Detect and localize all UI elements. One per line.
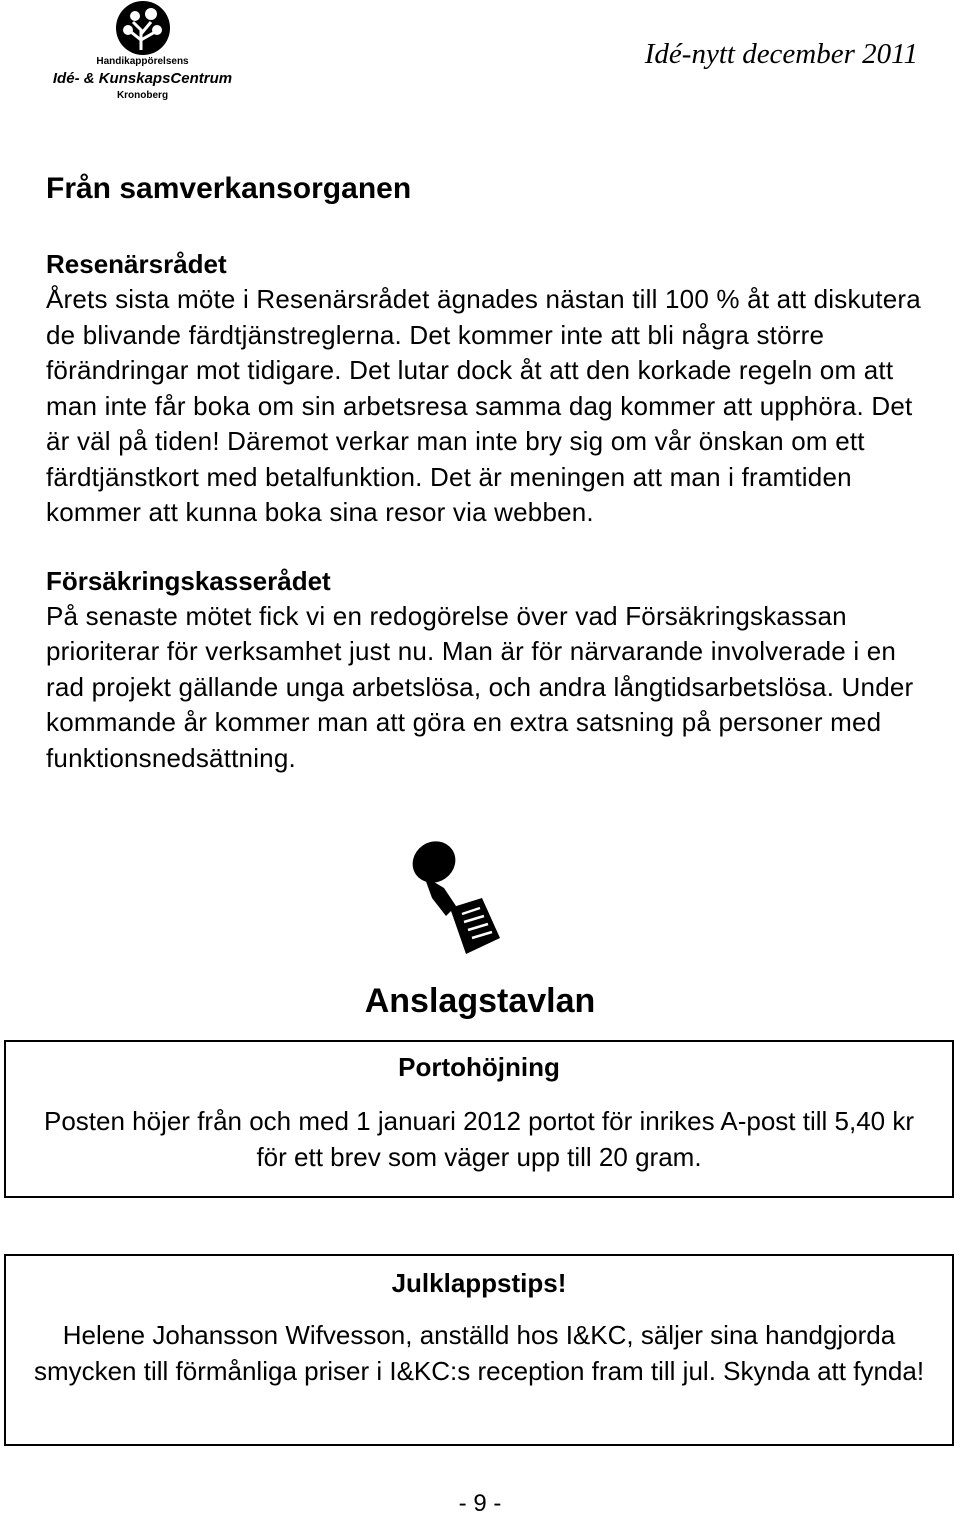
noticeboard-title: Anslagstavlan <box>364 982 596 1020</box>
logo-line-3: Kronoberg <box>116 90 169 101</box>
organization-logo <box>40 0 245 106</box>
logo-line-1: Handikappörelsens <box>96 56 189 67</box>
section-title: Från samverkansorganen <box>46 172 412 205</box>
notice-title: Julklappstips! <box>391 1268 567 1298</box>
issue-title: Idé-nytt december 2011 <box>644 38 918 70</box>
logo-line-2: Idé- & KunskapsCentrum <box>52 70 233 87</box>
article-heading-forsakringskasseradet: Försäkringskasserådet <box>46 565 331 596</box>
article-heading-resenarsradet: Resenärsrådet <box>46 249 227 279</box>
notice-text: Helene Johansson Wifvesson, anställd hos I&KC, säljer sina handgjorda smycken till förmånliga priser i I&KC:s reception fram till jul. Skynda att fynda! <box>33 1320 925 1386</box>
notice-text: Posten höjer från och med 1 januari 2012 portot för inrikes A-post till 5,40 kr för ett brev som väger upp till 20 gram. <box>43 1106 915 1172</box>
main-content <box>46 170 926 776</box>
pushpin-note-icon <box>404 836 504 962</box>
notice-box-portohojning <box>4 1040 954 1198</box>
article-body-forsakringskasseradet: På senaste mötet fick vi en redogörelse över vad Försäkringskassan prioriterar för verksamhet just nu. Man är för närvarande involverade i en rad projekt gällande unga arbetslösa, och andra långtidsarbetslösa. Under kommande år kommer man att göra en extra satsning på personer med funktionsnedsättning. <box>46 600 914 773</box>
notice-title: Portohöjning <box>398 1052 560 1082</box>
page-number: - 9 - <box>458 1490 502 1517</box>
tree-logo-icon <box>113 0 173 56</box>
article-body-resenarsradet: Årets sista möte i Resenärsrådet ägnades nästan till 100 % åt att diskutera de blivande färdtjänstreglerna. Det kommer inte att bli några större förändringar mot tidigare. Det lutar dock åt att den korkade regeln om att man inte får boka om sin arbetsresa samma dag kommer att upphöra. Det är väl på tiden! Däremot verkar man inte bry sig om vår önskan om ett färdtjänstkort med betalfunktion. Det är meningen att man i framtiden kommer att kunna boka sina resor via webben. <box>46 284 921 527</box>
notice-box-julklappstips <box>4 1254 954 1446</box>
